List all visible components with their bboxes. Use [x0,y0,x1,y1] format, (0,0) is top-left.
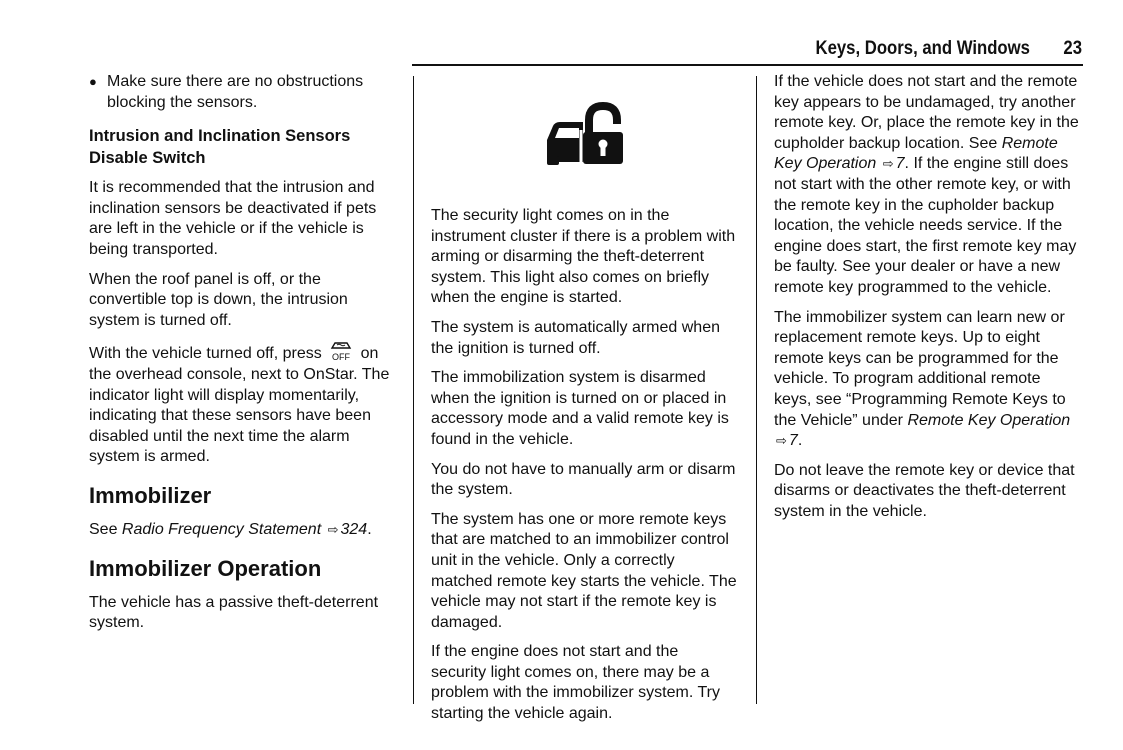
security-lock-icon [543,100,625,170]
ref-page: 7 [788,432,798,450]
column-1 [89,72,395,643]
link-radio-frequency[interactable]: Radio Frequency Statement [121,520,322,538]
header-rule [412,64,1083,66]
column-3 [774,72,1080,531]
paragraph: With the vehicle turned off, press OFF on the overhead console, next to OnStar. The indicator light will display momentarily, indicating that these sensors have been disabled until the next time the alarm system is armed. [89,340,395,468]
link-remote-key-operation[interactable]: Remote Key Operation [907,411,1071,429]
subheading-disable-switch: Intrusion and Inclination Sensors Disable Switch [89,127,351,168]
paragraph: The immobilization system is disarmed when the ignition is turned on or placed in accessory mode and a valid remote key is found in the vehicle. [431,369,729,448]
xref-arrow-icon: ⇨ [327,521,339,537]
icon-label: OFF [332,352,351,363]
paragraph: If the vehicle does not start and the remote key appears to be undamaged, try another remote key. Or, place the remote key in the cupholder backup location. See Remote Key Operation ⇨ 7. If the engine still does not start with the other remote key, or with the remote key in the cupholder backup location, the vehicle needs service. If the engine does start, the first remote key may be faulty. See your dealer or have a new remote key programmed to the vehicle. [774,73,1079,296]
paragraph: The immobilizer system can learn new or replacement remote keys. Up to eight remote keys can be programmed for the vehicle. To program additional remote keys, see “Programming Remote Keys to the Vehicle” under Remote Key Operation ⇨ 7. [774,308,1071,450]
running-header [807,38,1082,64]
security-light-symbol [543,100,737,170]
paragraph: Do not leave the remote key or device that disarms or deactivates the theft-deterrent system in the vehicle. [774,461,1075,520]
link-remote-key-operation[interactable]: Remote Key Operation [774,134,1058,173]
bullet-item [89,72,395,113]
paragraph: The vehicle has a passive theft-deterrent system. [89,593,379,632]
sensor-off-icon [328,340,354,362]
heading-immobilizer-operation: Immobilizer Operation [89,555,322,581]
paragraph: The system is automatically armed when the ignition is turned off. [431,318,720,357]
column-2 [431,72,737,734]
column-divider [756,76,757,704]
page-number: 23 [1063,38,1082,59]
bullet-text: Make sure there are no obstructions blocking the sensors. [107,73,364,111]
paragraph: You do not have to manually arm or disarm the system. [431,460,736,499]
paragraph: The security light comes on in the instrument cluster if there is a problem with arming or disarming the theft-deterrent system. This light also comes on briefly when the engine is started. [431,207,736,307]
see-reference: See Radio Frequency Statement ⇨ 324. [89,520,372,538]
ref-page: 324 [340,520,368,538]
section-title: Keys, Doors, and Windows [815,38,1030,59]
paragraph: When the roof panel is off, or the convertible top is down, the intrusion system is turned off. [89,270,348,329]
paragraph: The system has one or more remote keys that are matched to an immobilizer control unit in the vehicle. Only a correctly matched remote key starts the vehicle. The vehicle may not start if the remote key is damaged. [431,510,737,631]
heading-immobilizer: Immobilizer [89,482,212,508]
bullet-icon: ● [89,74,97,89]
ref-page: 7 [895,155,905,173]
paragraph: If the engine does not start and the security light comes on, there may be a problem with the immobilizer system. Try starting the vehicle again. [431,643,720,723]
xref-arrow-icon: ⇨ [776,433,787,449]
paragraph: It is recommended that the intrusion and inclination sensors be deactivated if pets are left in the vehicle or if the vehicle is being transported. [89,179,377,258]
xref-arrow-icon: ⇨ [882,156,894,172]
column-divider [413,76,414,704]
